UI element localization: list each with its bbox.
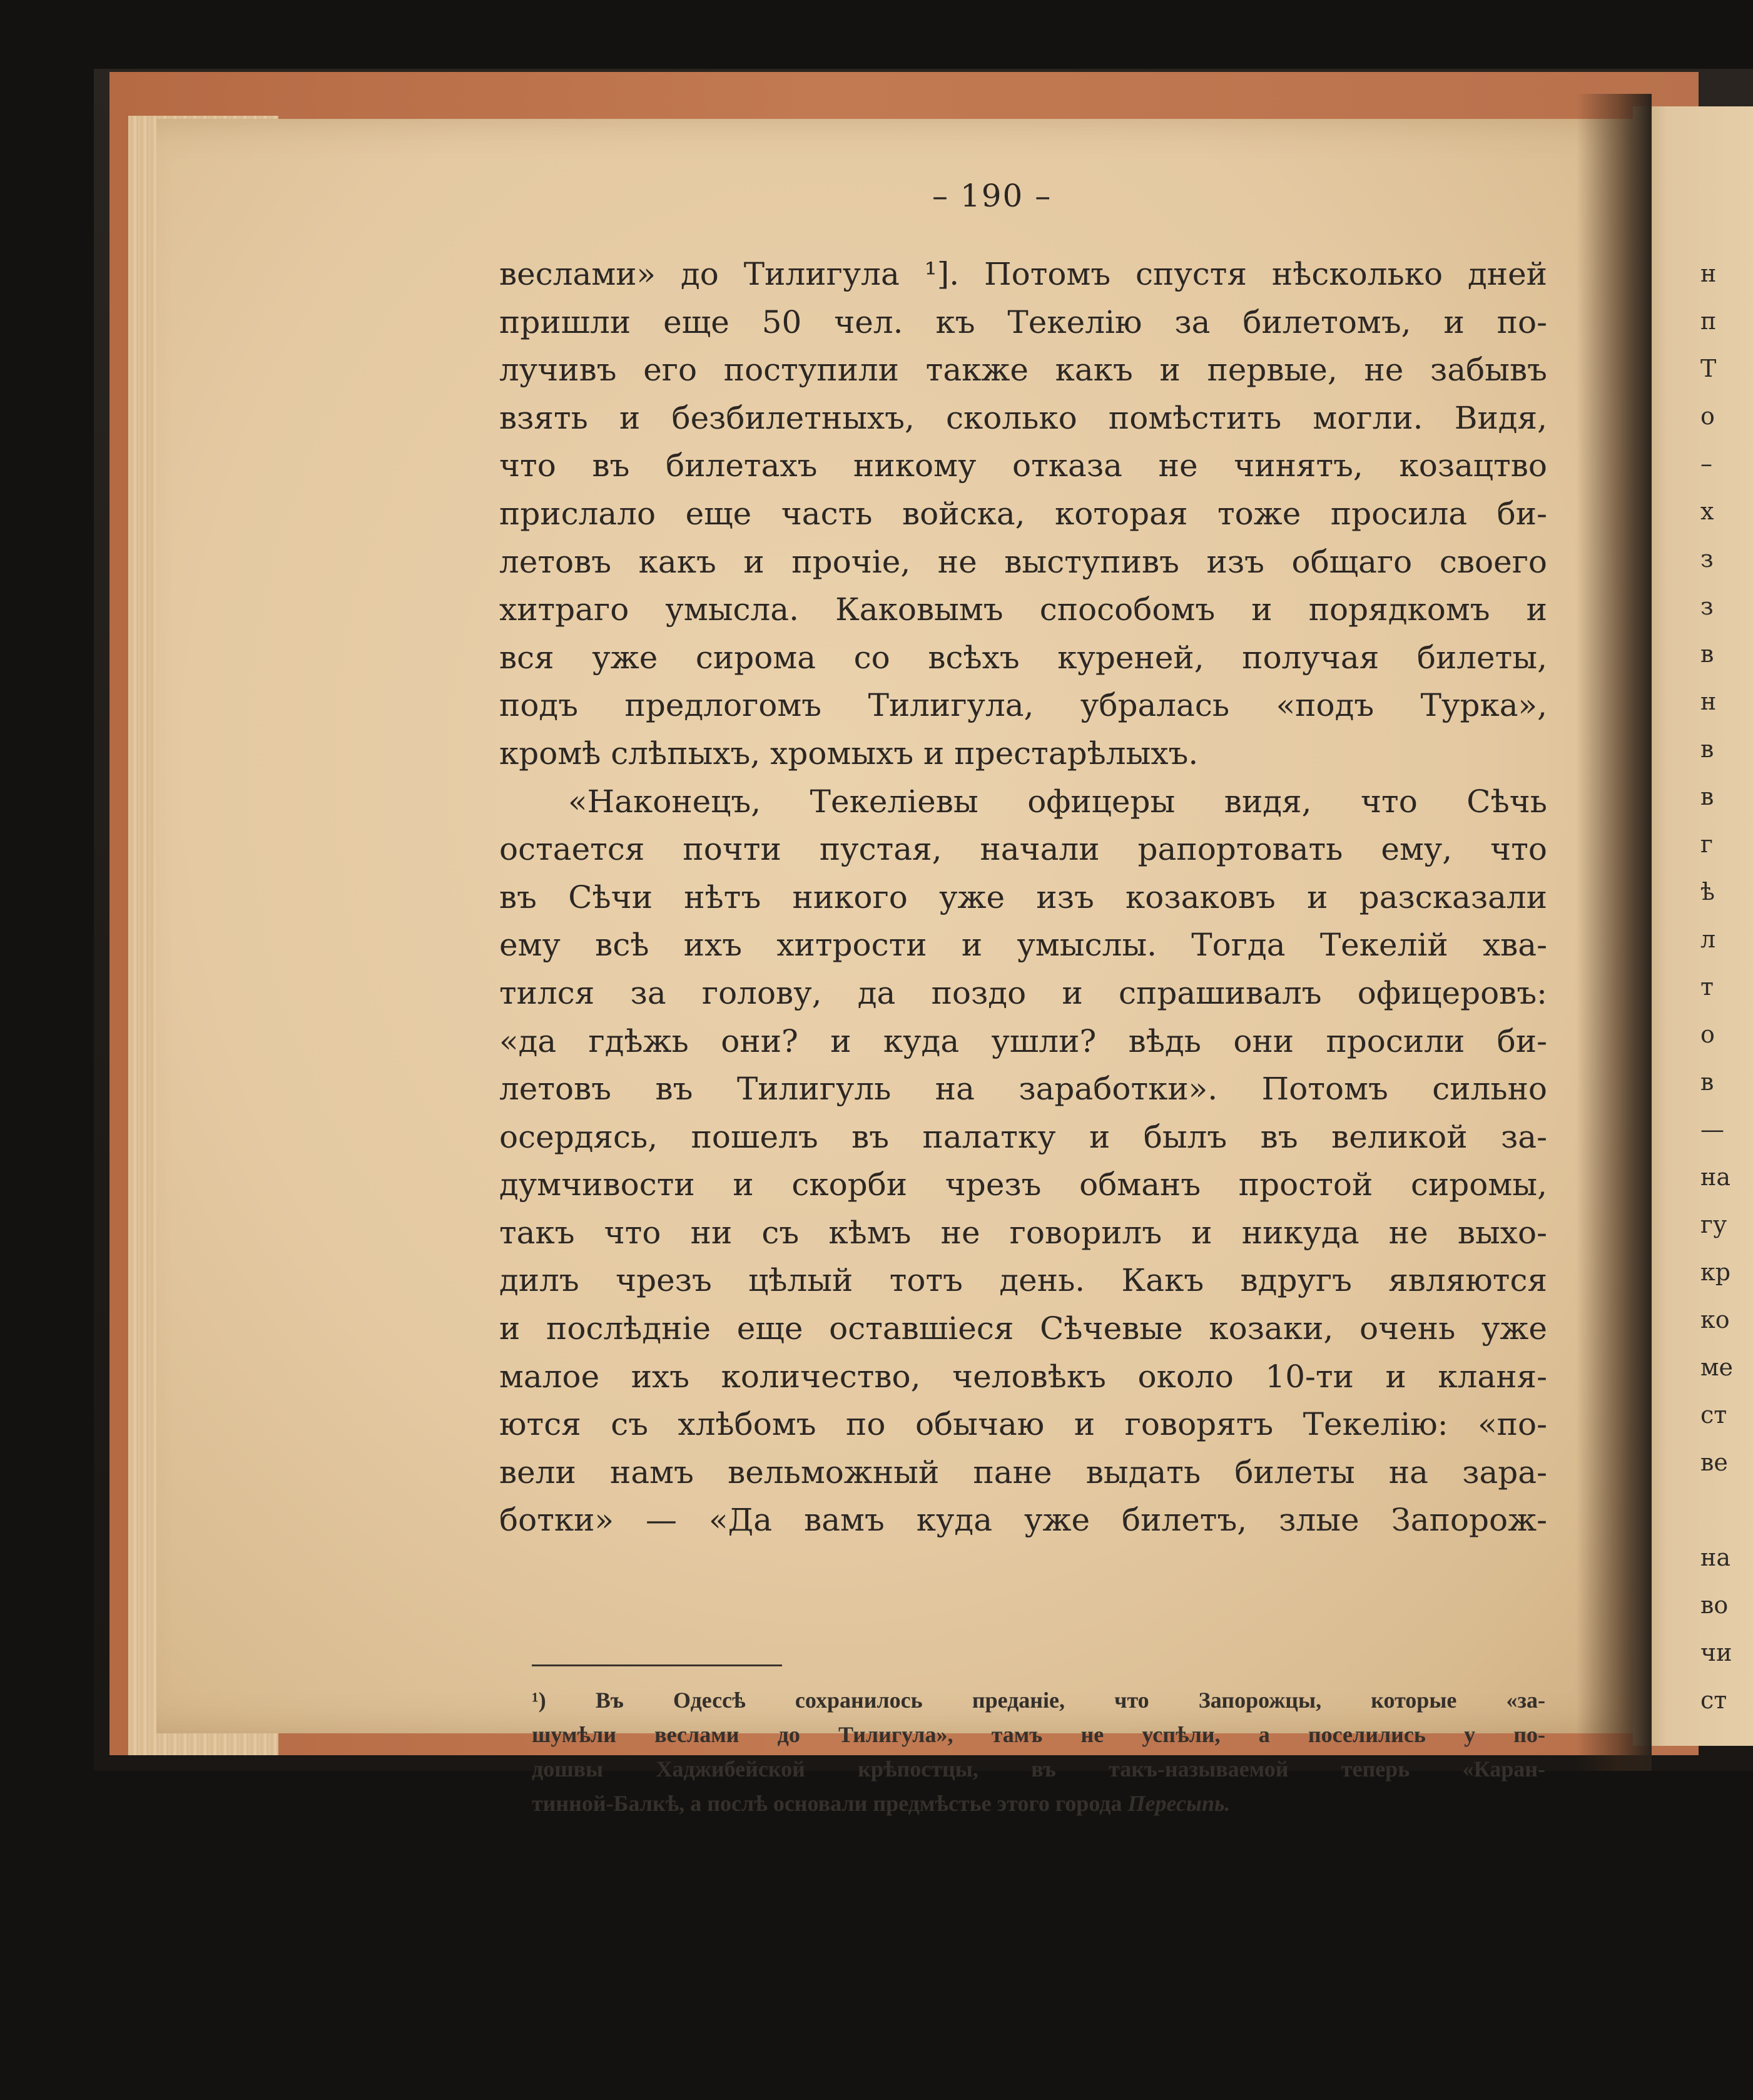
right-page-fragment: ст [1700,1401,1727,1429]
right-page-fragment: в [1700,783,1714,810]
body-line: ботки» — «Да вамъ куда уже билетъ, злые Запорож- [499,1502,1547,1539]
right-page-fragment: на [1700,1163,1730,1191]
body-line: думчивости и скорби чрезъ обманъ простой сиромы, [499,1166,1547,1203]
body-line: вся уже сирома со всѣхъ куреней, получая билеты, [499,639,1547,676]
right-page-fragment: з [1700,593,1714,620]
right-page-fragment: н [1700,688,1717,715]
right-page-fragment: о [1700,1021,1715,1048]
right-page-fragment: п [1700,307,1717,335]
body-line: ются съ хлѣбомъ по обычаю и говорятъ Текелію: «по- [499,1406,1547,1443]
body-line: летовъ какъ и прочіе, не выступивъ изъ общаго своего [499,543,1547,580]
footnote [532,1683,1545,1821]
right-page-fragment: на [1700,1544,1730,1571]
right-page-fragment: – [1700,450,1712,477]
footnote-place-name: Пересыпь. [1127,1791,1231,1816]
body-line: прислало еще часть войска, которая тоже просила би- [499,495,1547,532]
right-page-fragment: ко [1700,1306,1730,1333]
right-page-fragment: в [1700,735,1714,763]
right-page-fragment: г [1700,830,1713,858]
body-line: «Наконецъ, Текеліевы офицеры видя, что Сѣчь [568,783,1547,820]
body-line: такъ что ни съ кѣмъ не говорилъ и никуда не выхо- [499,1214,1547,1251]
body-line: дилъ чрезъ цѣлый тотъ день. Какъ вдругъ являются [499,1262,1547,1299]
body-line: малое ихъ количество, человѣкъ около 10-ти и кланя- [499,1358,1547,1395]
body-line: что въ билетахъ никому отказа не чинятъ, козацтво [499,447,1547,484]
right-page-fragment: н [1700,260,1717,287]
body-line: хитраго умысла. Каковымъ способомъ и порядкомъ и [499,591,1547,628]
body-line: «да гдѣжь они? и куда ушли? вѣдь они просили би- [499,1022,1547,1059]
body-line: въ Сѣчи нѣтъ никого уже изъ козаковъ и разсказали [499,879,1547,915]
body-line: тился за голову, да поздо и спрашивалъ офицеровъ: [499,974,1547,1011]
footnote-last-text: тинной-Балкѣ, а послѣ основали предмѣстье этого города [532,1791,1128,1816]
right-page-fragment: кр [1700,1258,1731,1286]
right-page-fragment: о [1700,402,1715,430]
right-page-fragment: т [1700,973,1714,1001]
body-line: ему всѣ ихъ хитрости и умыслы. Тогда Текелій хва- [499,927,1547,964]
book-gutter-shadow [1577,94,1652,1771]
body-line: подъ предлогомъ Тилигула, убралась «подъ Турка», [499,687,1547,724]
body-text [499,250,1547,1544]
right-page-fragment: ст [1700,1686,1727,1714]
right-page-fragment: чи [1700,1639,1732,1666]
body-line: и послѣдніе еще оставшіеся Сѣчевые козаки, очень уже [499,1310,1547,1347]
body-line: веслами» до Тилигула ¹]. Потомъ спустя нѣсколько дней [499,256,1547,292]
body-line: летовъ въ Тилигуль на заработки». Потомъ сильно [499,1071,1547,1108]
right-page-fragment: в [1700,640,1714,668]
body-line: вели намъ вельможный пане выдать билеты на зара- [499,1454,1547,1491]
footnote-line: шумѣли веслами до Тилигула», тамъ не успѣли, а поселились у по- [532,1722,1545,1747]
right-page-fragment: во [1700,1591,1729,1619]
right-page-fragment: х [1700,497,1714,525]
right-page-fragment: в [1700,1068,1714,1096]
right-page-fragment: ве [1700,1449,1728,1476]
footnote-line: ¹) Въ Одессѣ сохранилось преданіе, что Запорожцы, которые «за- [532,1688,1545,1713]
page-number: – 190 – [932,178,1052,214]
body-line: остается почти пустая, начали рапортовать ему, что [499,831,1547,868]
footnote-line: дошвы Хаджибейской крѣпостцы, въ такъ-называемой теперь «Каран- [532,1756,1545,1781]
right-page-fragment: гу [1700,1211,1727,1238]
right-page-fragment: л [1700,925,1716,953]
right-page-fragment: з [1700,545,1714,573]
footnote-line [532,1787,1545,1821]
body-line: кромѣ слѣпыхъ, хромыхъ и престарѣлыхъ. [499,735,1199,772]
footnote-rule [532,1664,782,1666]
right-page-fragment: ѣ [1700,878,1715,905]
right-page-fragment: — [1700,1116,1724,1143]
body-line: лучивъ его поступили также какъ и первые, не забывъ [499,352,1547,389]
right-page-fragment: ме [1700,1353,1734,1381]
body-line: осердясь, пошелъ въ палатку и былъ въ великой за- [499,1118,1547,1155]
right-page-fragment: Т [1700,355,1717,382]
body-line: взять и безбилетныхъ, сколько помѣстить могли. Видя, [499,399,1547,436]
body-line: пришли еще 50 чел. къ Текелію за билетомъ, и по- [499,303,1547,340]
